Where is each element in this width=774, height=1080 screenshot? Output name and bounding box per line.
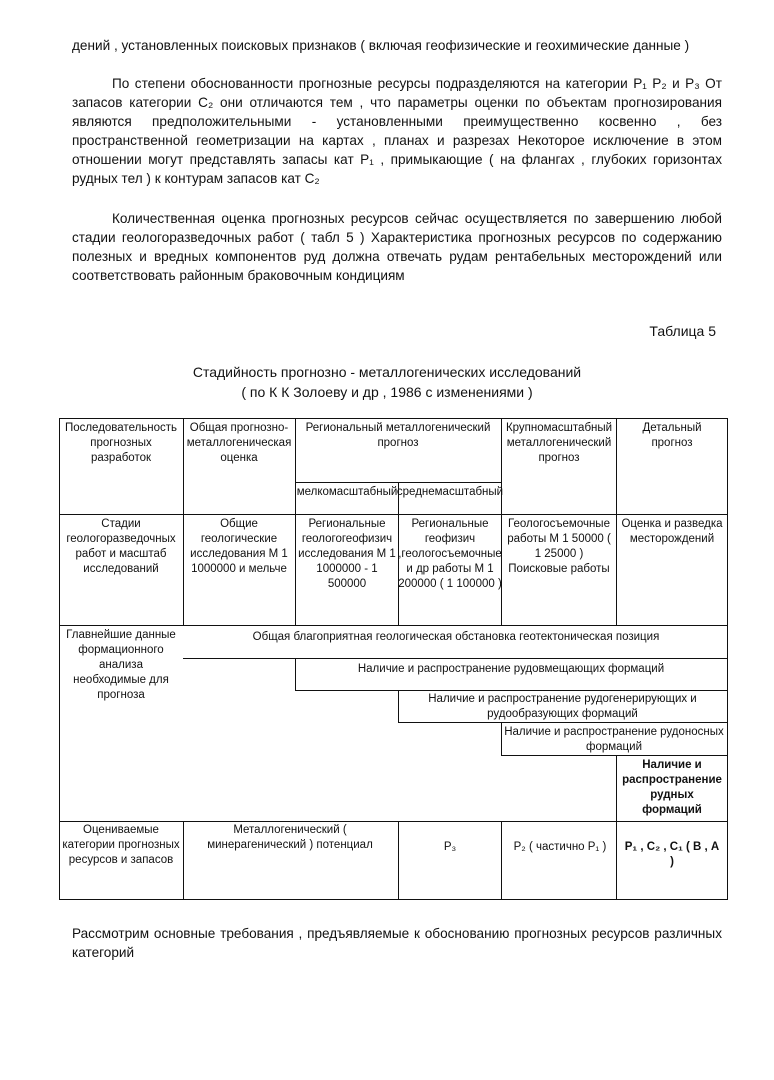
header-small-scale: мелкомасштабный — [296, 486, 398, 498]
table-line — [501, 722, 502, 756]
table-line — [501, 755, 728, 756]
table-line — [295, 690, 728, 691]
category-p1-c2-c1: Р₁ , С₂ , С₁ ( В , А ) — [624, 841, 720, 868]
table-caption-source: ( по К К Золоеву и др , 1986 с изменениями ) — [241, 384, 533, 400]
bar-ore-bearing-formations: Наличие и распространение рудоносных формаций — [504, 726, 724, 753]
header-detailed: Детальный прогноз — [642, 422, 702, 449]
row-label-stages: Стадии геологоразведочных работ и масштаб исследований — [66, 518, 176, 575]
header-medium-scale: среднемасштабный — [396, 486, 504, 498]
bar-geological-setting: Общая благоприятная геологическая обстановка геотектоническая позиция — [252, 631, 660, 643]
row-label-formation-data: Главнейшие данные формационного анализа необходимые для прогноза — [66, 629, 176, 701]
paragraph-text: Количественная оценка прогнозных ресурсов сейчас осуществляется по завершению любой стадии геологоразведочных работ ( табл 5 ) Характеристика прогнозных ресурсов по содержанию полезных и вредных компонентов руд должна отвечать рудам рентабельных месторождений или соответствовать районным браковочным кондициям — [72, 211, 722, 283]
table-line — [616, 418, 617, 626]
header-regional-forecast: Региональный металлогенический прогноз — [305, 422, 491, 449]
paragraph-continuation: дений , установленных поисковых признаков ( включая геофизические и геохимические данные ) — [72, 38, 690, 53]
table-line — [295, 658, 296, 691]
bar-host-formations: Наличие и распространение рудовмещающих формаций — [357, 663, 665, 675]
table-line — [59, 514, 728, 515]
header-sequence: Последовательность прогнозных разработок — [64, 422, 178, 464]
category-p3: Р₃ — [443, 841, 457, 853]
stages-detailed: Оценка и разведка месторождений — [621, 518, 723, 545]
table-line — [183, 658, 728, 659]
table-line — [501, 821, 502, 899]
paragraph-closing: Рассмотрим основные требования , предъявляемые к обоснованию прогнозных ресурсов различных категорий — [72, 926, 722, 960]
stages-medium-scale: Региональные геофизич ,геологосъемочные и др работы М 1 200000 ( 1 100000 ) — [398, 518, 502, 590]
table-border-bottom — [59, 899, 728, 900]
row-label-categories: Оцениваемые категории прогнозных ресурсов и запасов — [62, 824, 180, 866]
table-line — [183, 821, 184, 899]
table-line — [59, 821, 728, 822]
table-line — [295, 418, 296, 626]
table-caption-title: Стадийность прогнозно - металлогенических исследований — [192, 364, 582, 380]
table-line — [398, 722, 728, 723]
paragraph-text: По степени обоснованности прогнозные ресурсы подразделяются на категории Р₁ Р₂ и Р₃ От запасов категории С₂ они отличаются тем , что параметры оценки по объектам прогнозирования являются предположительными - установленными преимущественно косвенно , без пространственной геометризации на картах , планах и разрезах Некоторое исключение в этом отношении могут представлять запасы кат Р₁ , примыкающие ( на флангах , глубоких горизонтах рудных тел ) к контурам запасов кат С₂ — [72, 76, 722, 186]
header-general-assessment: Общая прогнозно-металлогеническая оценка — [186, 422, 292, 464]
table-border-left — [59, 418, 60, 900]
table-line — [616, 755, 617, 899]
table-line — [398, 690, 399, 723]
stages-small-scale: Региональные геологогеофизич исследования М 1 1000000 - 1 500000 — [298, 518, 396, 590]
stages-general: Общие геологические исследования М 1 1000000 и мельче — [190, 518, 288, 575]
bar-ore-generating-formations: Наличие и распространение рудогенерирующих и рудообразующих формаций — [428, 693, 697, 720]
category-p2: Р₂ ( частично Р₁ ) — [513, 841, 607, 853]
table-line — [398, 821, 399, 899]
table-line — [183, 418, 184, 626]
table-border-right — [727, 418, 728, 900]
table-line — [59, 625, 728, 626]
table-number: Таблица 5 — [649, 323, 716, 339]
header-large-scale: Крупномасштабный металлогенический прогноз — [505, 422, 613, 464]
bar-ore-formations: Наличие и распространение рудных формаций — [622, 759, 722, 816]
category-metallogenic-potential: Металлогенический ( минерагенический ) потенциал — [207, 824, 373, 851]
stages-large-scale: Геологосъемочные работы М 1 50000 ( 1 25000 ) Поисковые работы — [507, 518, 611, 575]
table-border-top — [59, 418, 728, 419]
